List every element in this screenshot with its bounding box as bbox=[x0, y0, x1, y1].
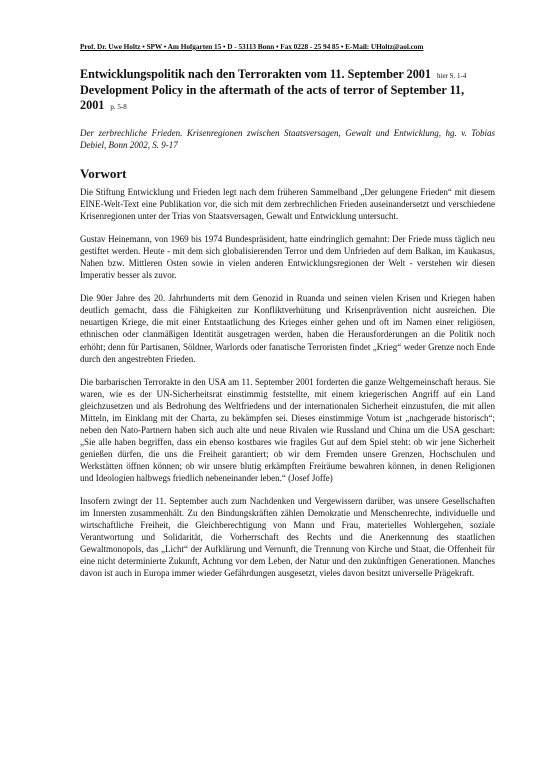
title-german bbox=[80, 67, 495, 83]
title-block bbox=[80, 67, 495, 114]
title-german-page-ref: hier S. 1-4 bbox=[437, 72, 467, 80]
source-citation: Der zerbrechliche Frieden. Krisenregionen zwischen Staatsversagen, Gewalt und Entwicklung, hg. v. Tobias Debiel, Bonn 2002, S. 9-17 bbox=[80, 128, 495, 150]
title-german-text: Entwicklungspolitik nach den Terrorakten vom 11. September 2001 bbox=[80, 67, 431, 81]
title-english-page-ref: p. 5-8 bbox=[110, 102, 127, 111]
paragraph: Insofern zwingt der 11. September auch zum Nachdenken und Vergewissern darüber, was unsere Gesellschaften im Innersten zusammenhält. Zu den Bindungskräften zählen Demokratie und Menschenrechte, individuelle und wirtschaftliche Freiheit, die Gleichberechtigung von Mann und Frau, materielles Wohlergehen, soziale Verantwortung und Solidarität, die Vorherrschaft des Rechts und die Anerkennung des staatlichen Gewaltmonopols, das „Licht“ der Aufklärung und Vernunft, die Trennung von Kirche und Staat, die Offenheit für eine nicht determinierte Zukunft, Achtung vor dem Leben, der Natur und den zukünftigen Generationen. Manches davon ist auch in Europa immer wieder Gefährdungen ausgesetzt, vieles davon besitzt universelle Prägekraft. bbox=[80, 496, 495, 579]
paragraph: Die Stiftung Entwicklung und Frieden legt nach dem früheren Sammelband „Der gelungene Frieden“ mit diesem EINE-Welt-Text eine Publikation vor, die sich mit dem zerbrechlichen Frieden auseinandersetzt und verschiedene Krisenregionen unter der Trias von Staatsversagen, Gewalt und Entwicklung untersucht. bbox=[80, 187, 495, 222]
section-heading: Vorwort bbox=[80, 166, 127, 181]
body-text bbox=[80, 186, 495, 590]
title-english-text: Development Policy in the aftermath of the acts of terror of September 11, 2001 bbox=[80, 83, 465, 112]
paragraph: Die barbarischen Terrorakte in den USA am 11. September 2001 forderten die ganze Weltgemeinschaft heraus. Sie waren, wie es der UN-Sicherheitsrat einstimmig feststellte, mit einem kriegerischen Angriff auf ein Land gleichzusetzen und als Bedrohung des Weltfriedens und der internationalen Sicherheit einzustufen, die mit allen Mitteln, im Einklang mit der Charta, zu bekämpfen sei. Dieses einstimmige Votum ist „nachgerade historisch“; neben den Nato-Partnern haben sich auch alte und neue Rivalen wie Russland und China um die USA geschart: „Sie alle haben begriffen, dass ein ebenso kostbares wie fragiles Gut auf dem Spiel steht: ob wir jene Sicherheit genießen dürfen, die uns die Freiheit garantiert; ob wir dem Fremden unsere Grenzen, Hochschulen und Werkstätten öffnen können; ob wir unsere blutig erkämpften Freiräume bewahren können, in denen Religionen und Ideologien halbwegs friedlich nebeneinander leben.“ (Josef Joffe) bbox=[80, 376, 495, 483]
letterhead: Prof. Dr. Uwe Holtz • SPW • Am Hofgarten 15 • D - 53113 Bonn • Fax 0228 - 25 94 85 • E-Mail: UHoltz@aol.com bbox=[80, 42, 424, 51]
paragraph: Die 90er Jahre des 20. Jahrhunderts mit dem Genozid in Ruanda und seinen vielen Krisen und Kriegen haben deutlich gemacht, dass die Fähigkeiten zur Konfliktverhütung und Krisenprävention nicht ausreichen. Die neuartigen Kriege, die mit einer Entstaatlichung des Krieges einher gehen und oft im Namen einer religiösen, ethnischen oder clanmäßigen Identität ausgetragen werden, haben die Herausforderungen an die Politik noch erhöht; denn für Partisanen, Söldner, Warlords oder fanatische Terroristen findet „Krieg“ weder Grenze noch Ende durch den angestrebten Frieden. bbox=[80, 293, 495, 364]
title-english bbox=[80, 83, 495, 114]
paragraph: Gustav Heinemann, von 1969 bis 1974 Bundespräsident, hatte eindringlich gemahnt: Der Friede muss täglich neu gestiftet werden. Heute - mit dem sich globalisierenden Terror und dem Unfrieden auf dem Balkan, im Kaukasus, Nahen bzw. Mittleren Osten sowie in vielen anderen Entwicklungsregionen der Welt - verstehen wir diesen Imperativ besser als zuvor. bbox=[80, 234, 495, 281]
